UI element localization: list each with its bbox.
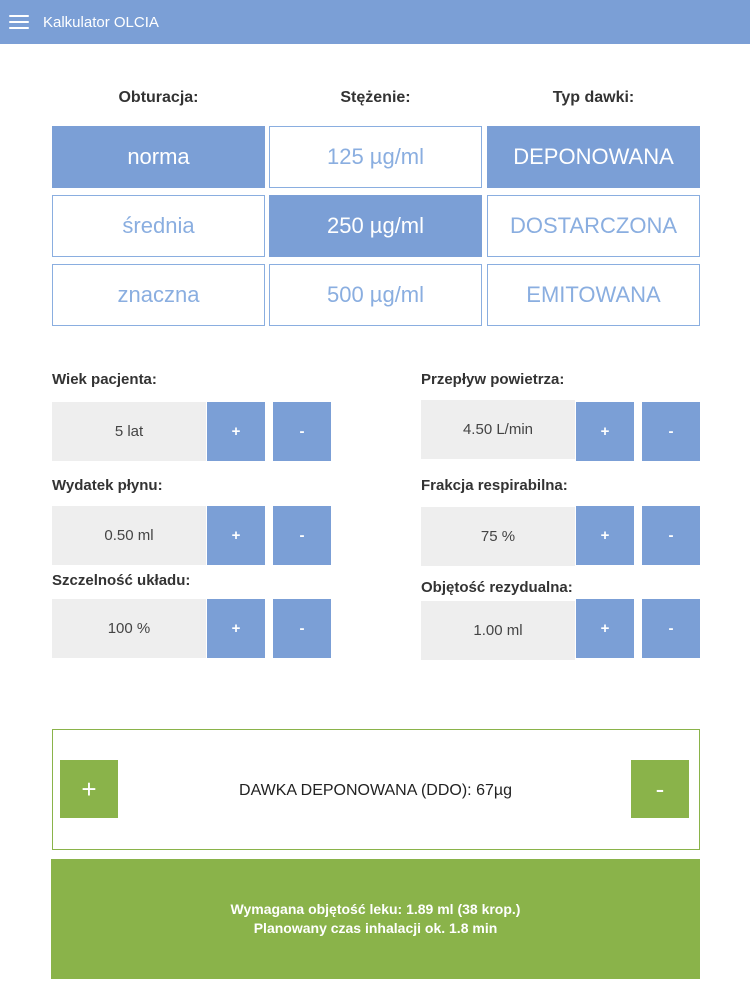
dose-text: DAWKA DEPONOWANA (DDO): 67µg	[239, 782, 512, 799]
patient-age-minus-button[interactable]: -	[273, 402, 331, 461]
respirable-fraction-value: 75 %	[421, 507, 575, 566]
residual-volume-label: Objętość rezydualna:	[421, 579, 573, 596]
dose-type-option-deponowana[interactable]: DEPONOWANA	[487, 126, 700, 188]
obturation-header: Obturacja:	[118, 89, 199, 106]
required-volume-text: Wymagana objętość leku: 1.89 ml (38 krop.)	[230, 901, 521, 917]
patient-age-label: Wiek pacjenta:	[52, 371, 157, 388]
concentration-option-500[interactable]: 500 µg/ml	[269, 264, 482, 326]
inhalation-time-text: Planowany czas inhalacji ok. 1.8 min	[253, 920, 498, 936]
air-flow-value: 4.50 L/min	[421, 400, 575, 459]
dose-type-option-emitowana[interactable]: EMITOWANA	[487, 264, 700, 326]
obturation-option-norma[interactable]: norma	[52, 126, 265, 188]
app-bar	[0, 0, 750, 44]
system-tightness-plus-button[interactable]: +	[207, 599, 265, 658]
app-title: Kalkulator OLCIA	[43, 14, 159, 31]
dose-minus-button[interactable]: -	[631, 760, 689, 818]
respirable-fraction-label: Frakcja respirabilna:	[421, 477, 568, 494]
respirable-fraction-plus-button[interactable]: +	[576, 506, 634, 565]
air-flow-label: Przepływ powietrza:	[421, 371, 565, 388]
concentration-option-250[interactable]: 250 µg/ml	[269, 195, 482, 257]
fluid-output-plus-button[interactable]: +	[207, 506, 265, 565]
concentration-option-125[interactable]: 125 µg/ml	[269, 126, 482, 188]
respirable-fraction-minus-button[interactable]: -	[642, 506, 700, 565]
fluid-output-value: 0.50 ml	[52, 506, 206, 565]
system-tightness-label: Szczelność układu:	[52, 572, 191, 589]
air-flow-plus-button[interactable]: +	[576, 402, 634, 461]
air-flow-minus-button[interactable]: -	[642, 402, 700, 461]
obturation-option-srednia[interactable]: średnia	[52, 195, 265, 257]
fluid-output-minus-button[interactable]: -	[273, 506, 331, 565]
dose-panel	[52, 729, 700, 850]
dose-type-header: Typ dawki:	[552, 89, 635, 106]
residual-volume-minus-button[interactable]: -	[642, 599, 700, 658]
residual-volume-plus-button[interactable]: +	[576, 599, 634, 658]
concentration-header: Stężenie:	[340, 89, 411, 106]
patient-age-value: 5 lat	[52, 402, 206, 461]
patient-age-plus-button[interactable]: +	[207, 402, 265, 461]
result-panel	[51, 859, 700, 979]
fluid-output-label: Wydatek płynu:	[52, 477, 163, 494]
system-tightness-minus-button[interactable]: -	[273, 599, 331, 658]
residual-volume-value: 1.00 ml	[421, 601, 575, 660]
system-tightness-value: 100 %	[52, 599, 206, 658]
dose-plus-button[interactable]: +	[60, 760, 118, 818]
hamburger-menu-icon[interactable]	[9, 15, 29, 29]
obturation-option-znaczna[interactable]: znaczna	[52, 264, 265, 326]
dose-type-option-dostarczona[interactable]: DOSTARCZONA	[487, 195, 700, 257]
